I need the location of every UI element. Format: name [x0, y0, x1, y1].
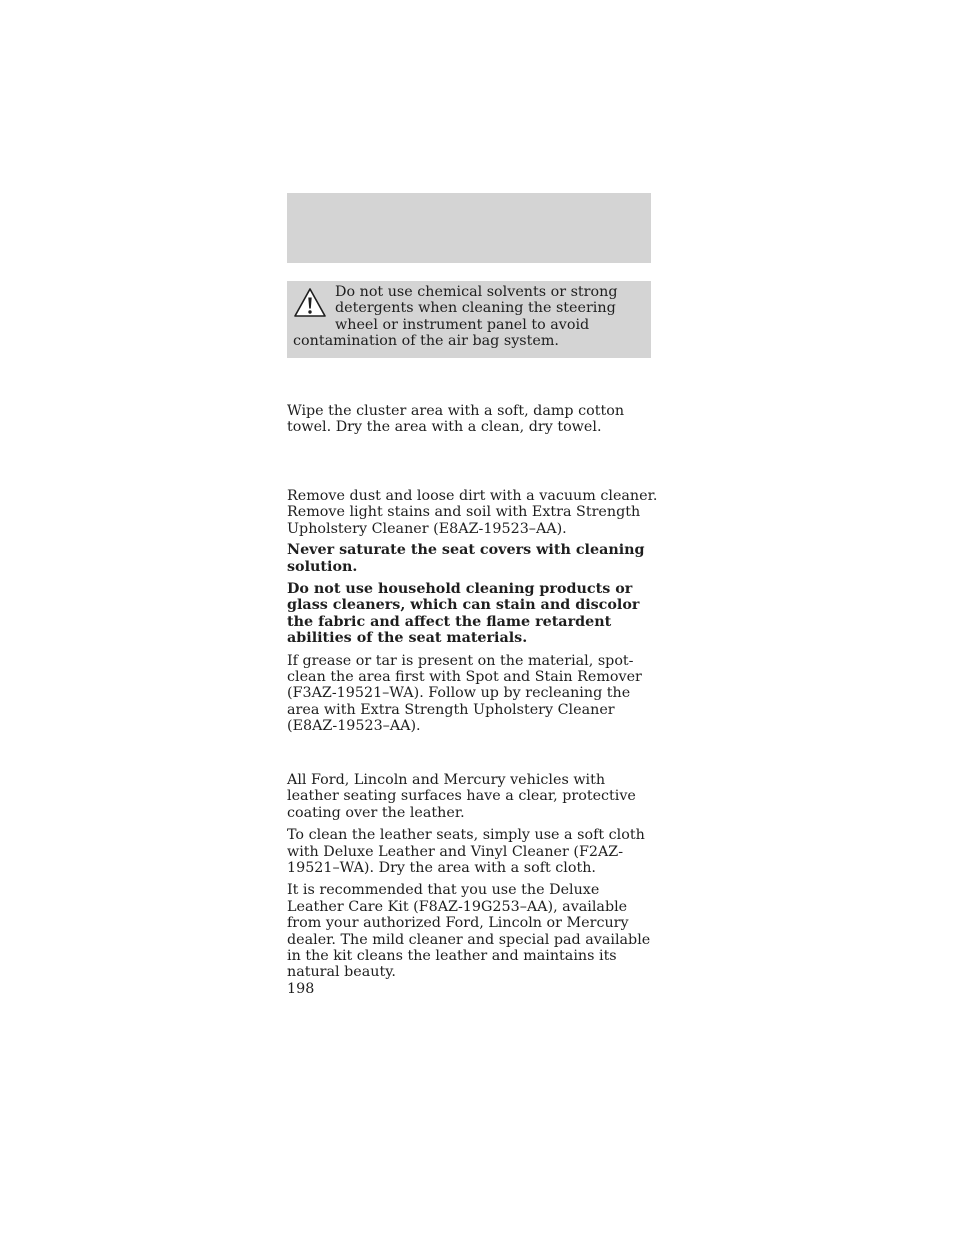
upholstery-section: [287, 488, 659, 735]
leather-paragraph-1: All Ford, Lincoln and Mercury vehicles with leather seating surfaces have a clear, protective coating over the leather.: [287, 772, 636, 821]
leather-paragraph-2: To clean the leather seats, simply use a soft cloth with Deluxe Leather and Vinyl Cleaner (F2AZ-19521–WA). Dry the area with a soft cloth.: [287, 827, 645, 877]
section-header-band: [287, 193, 651, 263]
cluster-section: [287, 403, 659, 436]
upholstery-paragraph-1: Remove dust and loose dirt with a vacuum cleaner. Remove light stains and soil with Extra Strength Upholstery Cleaner (E8AZ-19523–AA).: [287, 488, 658, 537]
leather-section: [287, 772, 659, 981]
warning-box: [287, 281, 651, 358]
upholstery-warning-1: Never saturate the seat covers with cleaning solution.: [287, 542, 645, 575]
page-number: 198: [287, 981, 315, 997]
cluster-paragraph: Wipe the cluster area with a soft, damp cotton towel. Dry the area with a clean, dry towel.: [287, 403, 625, 436]
upholstery-warning-2: Do not use household cleaning products or glass cleaners, which can stain and discolor the fabric and affect the flame retardent abilities of the seat materials.: [287, 581, 640, 647]
leather-paragraph-3: It is recommended that you use the Deluxe Leather Care Kit (F8AZ-19G253–AA), available from your authorized Ford, Lincoln or Mercury dealer. The mild cleaner and special pad available in the kit cleans the leather and maintains its natural beauty.: [287, 882, 651, 981]
upholstery-paragraph-2: If grease or tar is present on the material, spot-clean the area first with Spot and Stain Remover (F3AZ-19521–WA). Follow up by recleaning the area with Extra Strength Upholstery Cleaner (E8AZ-19523–AA).: [287, 652, 642, 735]
warning-triangle-icon: [293, 287, 327, 319]
warning-text: Do not use chemical solvents or strong detergents when cleaning the steering wheel or instrument panel to avoid contamination of the air bag system.: [293, 284, 618, 349]
